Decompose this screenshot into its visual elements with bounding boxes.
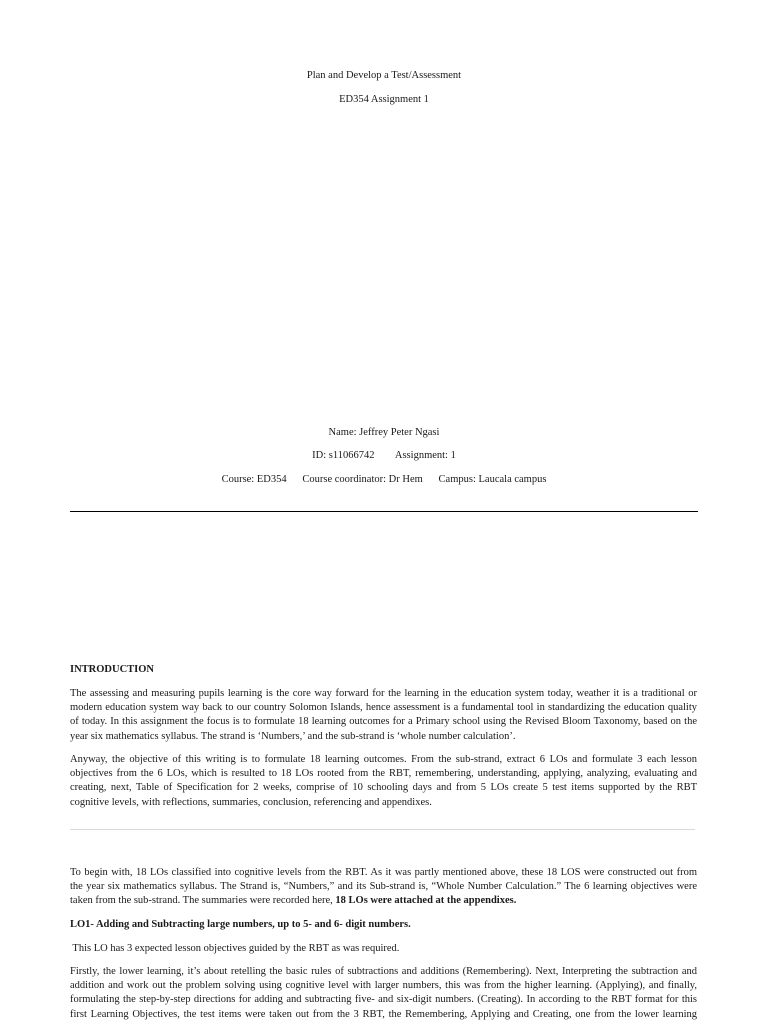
campus: Campus: Laucala campus — [438, 474, 547, 485]
lo1-note: This LO has 3 expected lesson objectives guided by the RBT as was required. — [70, 943, 400, 954]
course-coordinator: Course coordinator: Dr Hem — [302, 474, 423, 485]
text-line: cognitive levels, with reflections, summaries, conclusion, referencing and appendixes. — [70, 796, 432, 808]
text-line: objectives from the 6 LOs, which is resulted to 18 LOs rooted from the RBT, remembering, understanding, applying, analyzing, evaluating and — [70, 768, 697, 780]
student-name: Name: Jeffrey Peter Ngasi — [328, 427, 440, 438]
course-code: Course: ED354 — [221, 474, 287, 485]
section-divider — [70, 829, 695, 830]
text-line: The assessing and measuring pupils learning is the core way forward for the learning in the education system today, weather it is a traditional or — [70, 688, 697, 699]
course-info-line — [0, 473, 768, 487]
document-subtitle: ED354 Assignment 1 — [339, 94, 429, 105]
body-paragraph-2 — [70, 965, 697, 1022]
text-line — [70, 894, 697, 908]
text-line: first Learning Objectives, the test items were taken out from the 3 RBT, the Remembering, Applying and Creating, one from the lower learning — [70, 1008, 697, 1020]
intro-paragraph-1 — [70, 687, 697, 744]
cover-divider — [70, 511, 698, 512]
text-run: taken from the sub-strand. The summaries were recorded here, — [70, 895, 336, 907]
text-line: addition and work out the problem solving using cognitive level with larger numbers, this was from the higher learning. (Applying), and finally, — [70, 980, 697, 992]
text-line: Anyway, the objective of this writing is to formulate 18 learning outcomes. From the sub-strand, extract 6 LOs and formulate 3 each lesson — [70, 754, 697, 765]
text-line: of today. In this assignment the focus is to formulate 18 learning outcomes for a Primary school using the Revised Bloom Taxonomy, based on the — [70, 716, 697, 728]
text-line: creating, next, Table of Specification for 2 weeks, comprise of 10 schooling days and from 5 LOs create 5 test items supported by the RBT — [70, 782, 697, 794]
document-title: Plan and Develop a Test/Assessment — [306, 70, 462, 81]
text-line: formulating the step-by-step directions for adding and subtracting five- and six-digit numbers. (Creating). In according to the RBT format for this — [70, 994, 697, 1006]
lo1-heading: LO1- Adding and Subtracting large numbers, up to 5- and 6- digit numbers. — [70, 919, 411, 930]
text-line: Firstly, the lower learning, it’s about retelling the basic rules of subtractions and additions (Remembering). Next, Interpreting the subtraction and — [70, 966, 697, 977]
text-line: the year six mathematics syllabus. The Strand is, “Numbers,” and its Sub-strand is, “Whole Number Calculation.” The 6 learning objectives were — [70, 881, 697, 893]
assignment-number: Assignment: 1 — [394, 450, 456, 461]
intro-paragraph-2 — [70, 753, 697, 810]
text-line: year six mathematics syllabus. The strand is ‘Numbers,’ and the sub-strand is ‘whole number calculation’. — [70, 730, 516, 742]
text-line: modern education system way back to our country Solomon Islands, hence assessment is a fundamental tool in standardizing the education quality — [70, 702, 697, 714]
appendix-note: 18 LOs were attached at the appendixes. — [335, 895, 517, 907]
student-id-line — [0, 449, 768, 463]
body-paragraph-1 — [70, 866, 697, 909]
intro-heading: INTRODUCTION — [70, 664, 155, 675]
text-line: To begin with, 18 LOs classified into cognitive levels from the RBT. As it was partly mentioned above, these 18 LOS were constructed out from — [70, 867, 697, 878]
student-id: ID: s11066742 — [312, 450, 375, 461]
